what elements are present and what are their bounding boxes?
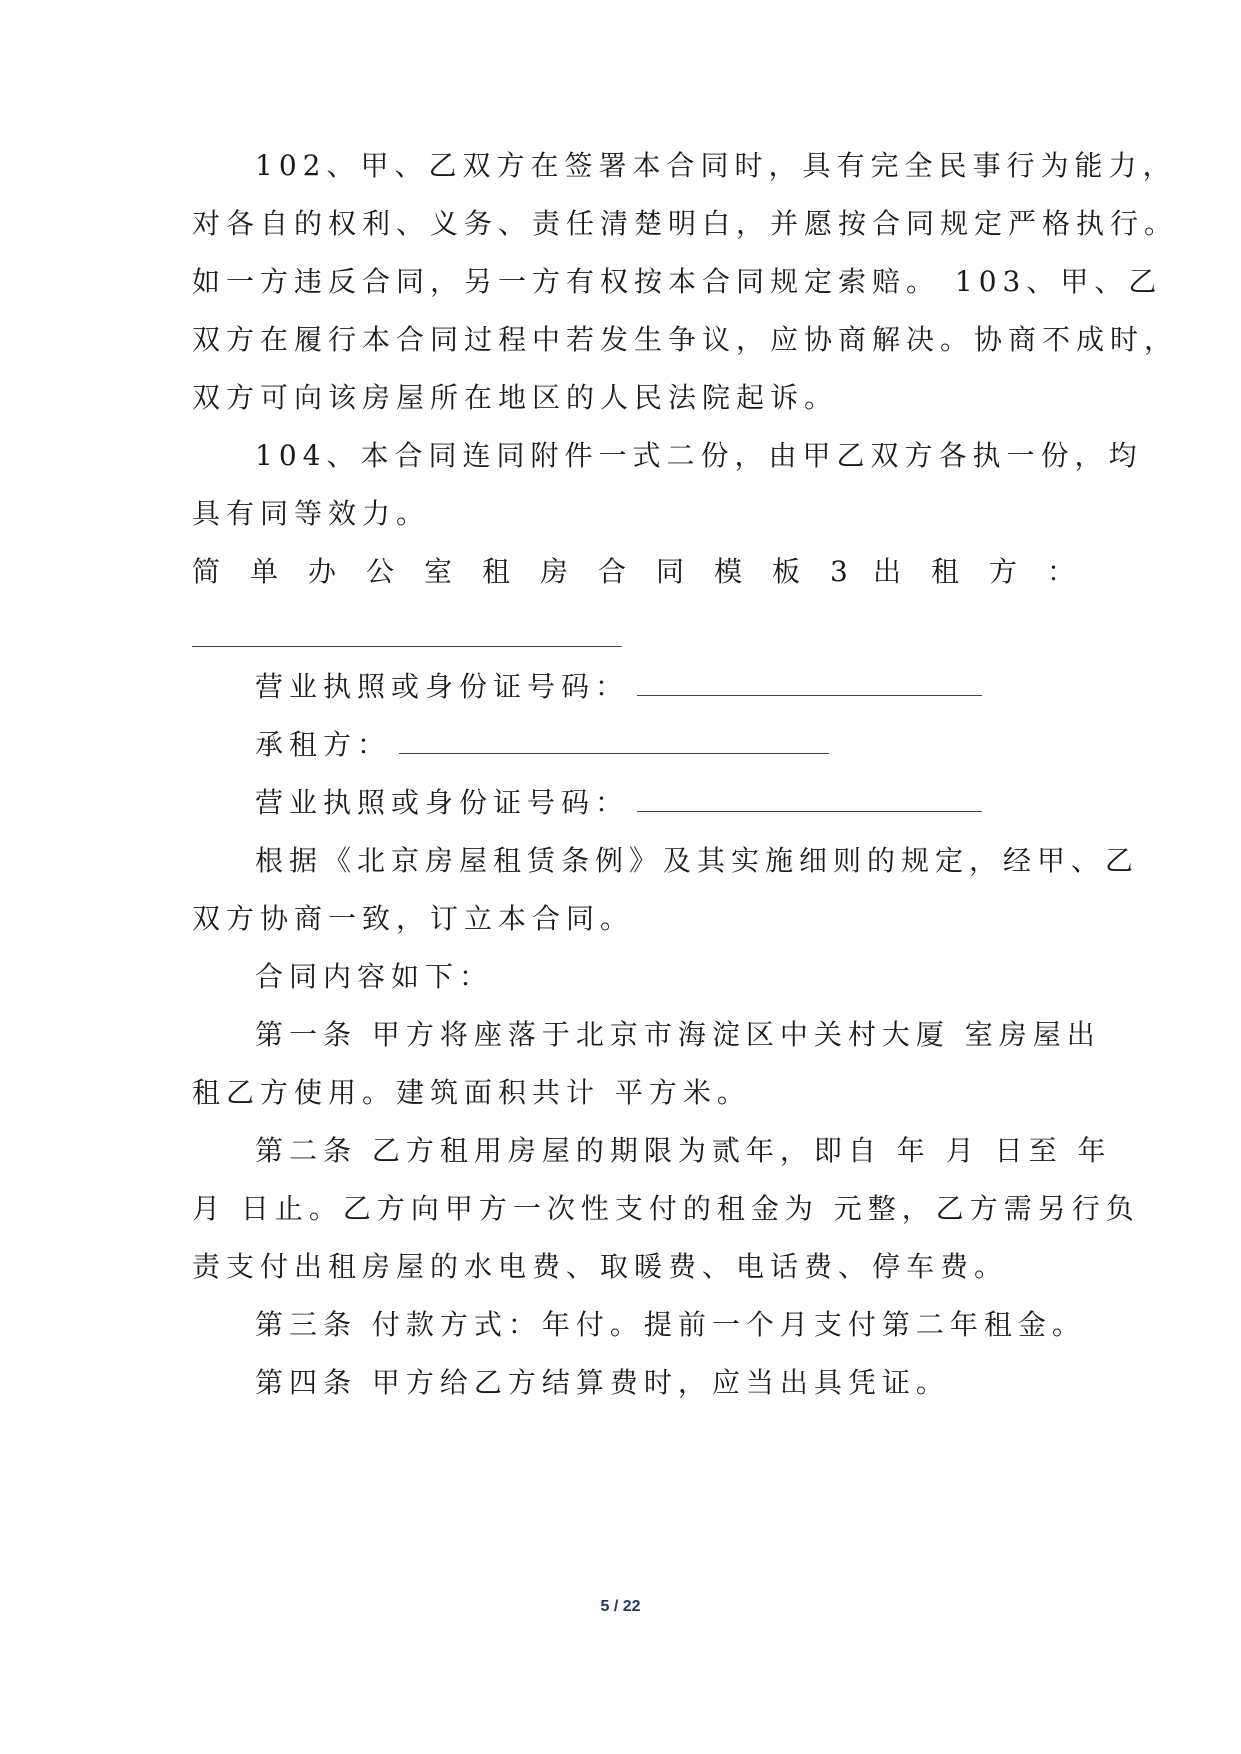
paragraph-104-line-1: 104、本合同连同附件一式二份，由甲乙双方各执一份，均 [255, 439, 1143, 472]
basis-line-2: 双方协商一致，订立本合同。 [192, 902, 635, 935]
paragraph-104-line-2: 具有同等效力。 [192, 497, 431, 530]
lessor-label: 出租方： [873, 555, 1106, 588]
paragraph-103-line-2: 双方可向该房屋所在地区的人民法院起诉。 [192, 381, 839, 414]
lessee-id-blank [637, 789, 982, 812]
paragraph-103-line-1: 双方在履行本合同过程中若发生争议，应协商解决。协商不成时， [192, 323, 1179, 356]
lessor-line [192, 618, 622, 658]
lessee-label: 承租方： [255, 728, 392, 761]
article-2-line-3: 责支付出租房屋的水电费、取暖费、电话费、停车费。 [192, 1250, 1009, 1283]
article-3: 第三条 付款方式：年付。提前一个月支付第二年租金。 [255, 1308, 1086, 1341]
lessor-id-row [255, 667, 982, 707]
lessee-id-label: 营业执照或身份证号码： [255, 786, 630, 819]
paragraph-102-line-2: 对各自的权利、义务、责任清楚明白，并愿按合同规定严格执行。 [192, 207, 1179, 240]
contract-content-heading: 合同内容如下： [255, 960, 494, 993]
article-4: 第四条 甲方给乙方结算费时，应当出具凭证。 [255, 1366, 950, 1399]
lessor-id-blank [637, 673, 982, 696]
article-1-line-2: 租乙方使用。建筑面积共计 平方米。 [192, 1076, 751, 1109]
lessee-blank [399, 731, 829, 754]
article-2-line-1: 第二条 乙方租用房屋的期限为贰年，即自 年 月 日至 年 [255, 1134, 1112, 1167]
lessor-blank [192, 624, 622, 647]
lessor-id-label: 营业执照或身份证号码： [255, 670, 630, 703]
page-number: 5 / 22 [600, 1598, 641, 1615]
paragraph-102-line-1: 102、甲、乙双方在签署本合同时，具有完全民事行为能力， [255, 149, 1177, 182]
lessee-row [255, 725, 829, 765]
paragraph-102-line-3: 如一方违反合同，另一方有权按本合同规定索赔。 103、甲、乙 [192, 265, 1163, 298]
template-title: 简单办公室租房合同模板3 [192, 555, 878, 588]
lessee-id-row [255, 783, 982, 823]
article-1-line-1: 第一条 甲方将座落于北京市海淀区中关村大厦 室房屋出 [255, 1018, 1101, 1051]
basis-line-1: 根据《北京房屋租赁条例》及其实施细则的规定，经甲、乙 [255, 844, 1140, 877]
article-2-line-2: 月 日止。乙方向甲方一次性支付的租金为 元整，乙方需另行负 [192, 1192, 1140, 1225]
